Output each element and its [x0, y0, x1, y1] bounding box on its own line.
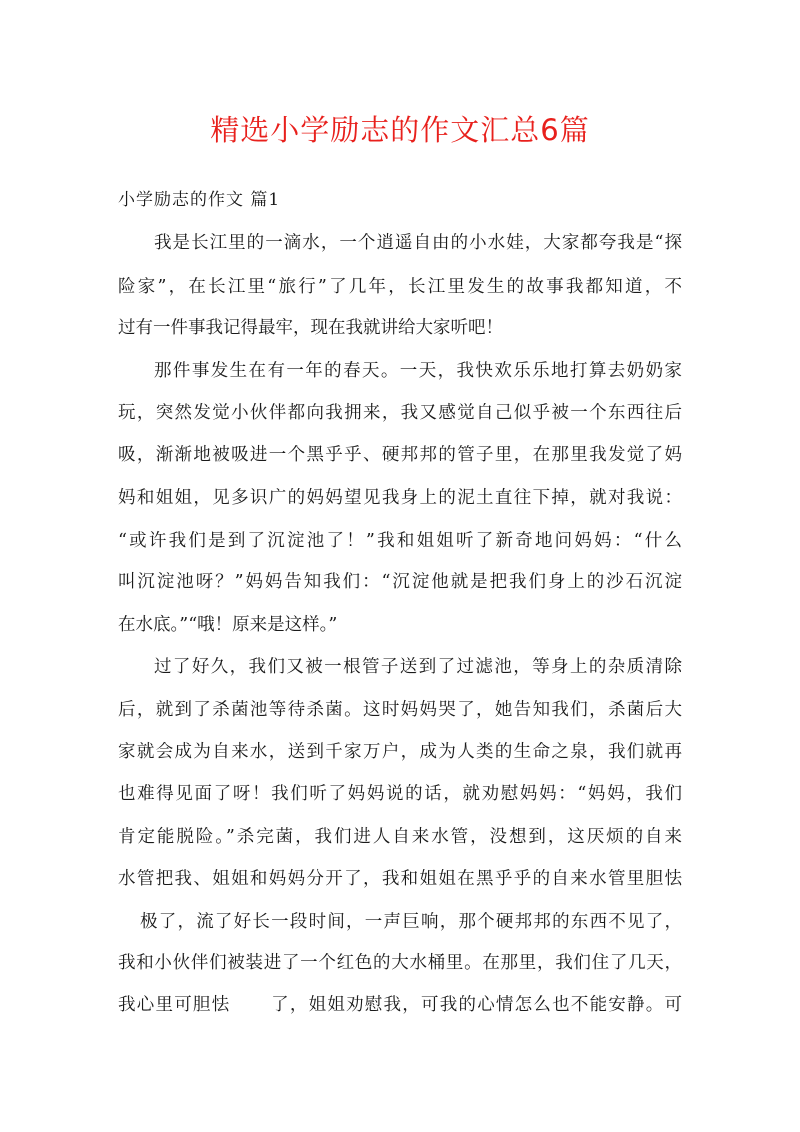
text-line: 那件事发生在有一年的春天。一天，我快欢乐乐地打算去奶奶家	[154, 361, 682, 381]
text-line: 我心里可胆怯 了，姐姐劝慰我，可我的心情怎么也不能安静。可	[118, 995, 682, 1015]
text-line: 肯定能脱险。”杀完菌，我们进人自来水管，没想到，这厌烦的自来	[118, 827, 682, 847]
document-title: 精选小学励志的作文汇总6篇	[210, 113, 590, 147]
text-line: 妈和姐姐，见多识广的妈妈望见我身上的泥土直往下掉，就对我说：	[118, 488, 682, 508]
text-line: 险家”，在长江里“旅行”了几年，长江里发生的故事我都知道，不	[118, 277, 682, 297]
section-heading: 小学励志的作文 篇1	[118, 190, 281, 210]
text-line: 后，就到了杀菌池等待杀菌。这时妈妈哭了，她告知我们，杀菌后大	[118, 700, 682, 720]
text-line: 极了，流了好长一段时间，一声巨响，那个硬邦邦的东西不见了，	[140, 912, 682, 932]
text-line: 水管把我、姐姐和妈妈分开了，我和姐姐在黑乎乎的自来水管里胆怯	[118, 869, 682, 889]
text-line: 我和小伙伴们被装进了一个红色的大水桶里。在那里，我们住了几天，	[118, 953, 682, 973]
text-line: 在水底。”“哦！原来是这样。”	[118, 615, 338, 635]
text-line: 家就会成为自来水，送到千家万户，成为人类的生命之泉，我们就再	[118, 742, 682, 762]
text-line: “或许我们是到了沉淀池了！”我和姐姐听了新奇地问妈妈：“什么	[118, 531, 682, 551]
text-line: 过了好久，我们又被一根管子送到了过滤池，等身上的杂质清除	[154, 657, 682, 677]
text-line: 过有一件事我记得最牢，现在我就讲给大家听吧！	[118, 318, 503, 338]
text-line: 叫沉淀池呀？”妈妈告知我们：“沉淀他就是把我们身上的沙石沉淀	[118, 572, 682, 592]
text-line: 吸，渐渐地被吸进一个黑乎乎、硬邦邦的管子里，在那里我发觉了妈	[118, 445, 682, 465]
text-line: 也难得见面了呀！我们听了妈妈说的话，就劝慰妈妈：“妈妈，我们	[118, 784, 682, 804]
text-line: 我是长江里的一滴水，一个逍遥自由的小水娃，大家都夸我是“探	[154, 233, 682, 253]
text-line: 玩，突然发觉小伙伴都向我拥来，我又感觉自己似乎被一个东西往后	[118, 403, 682, 423]
